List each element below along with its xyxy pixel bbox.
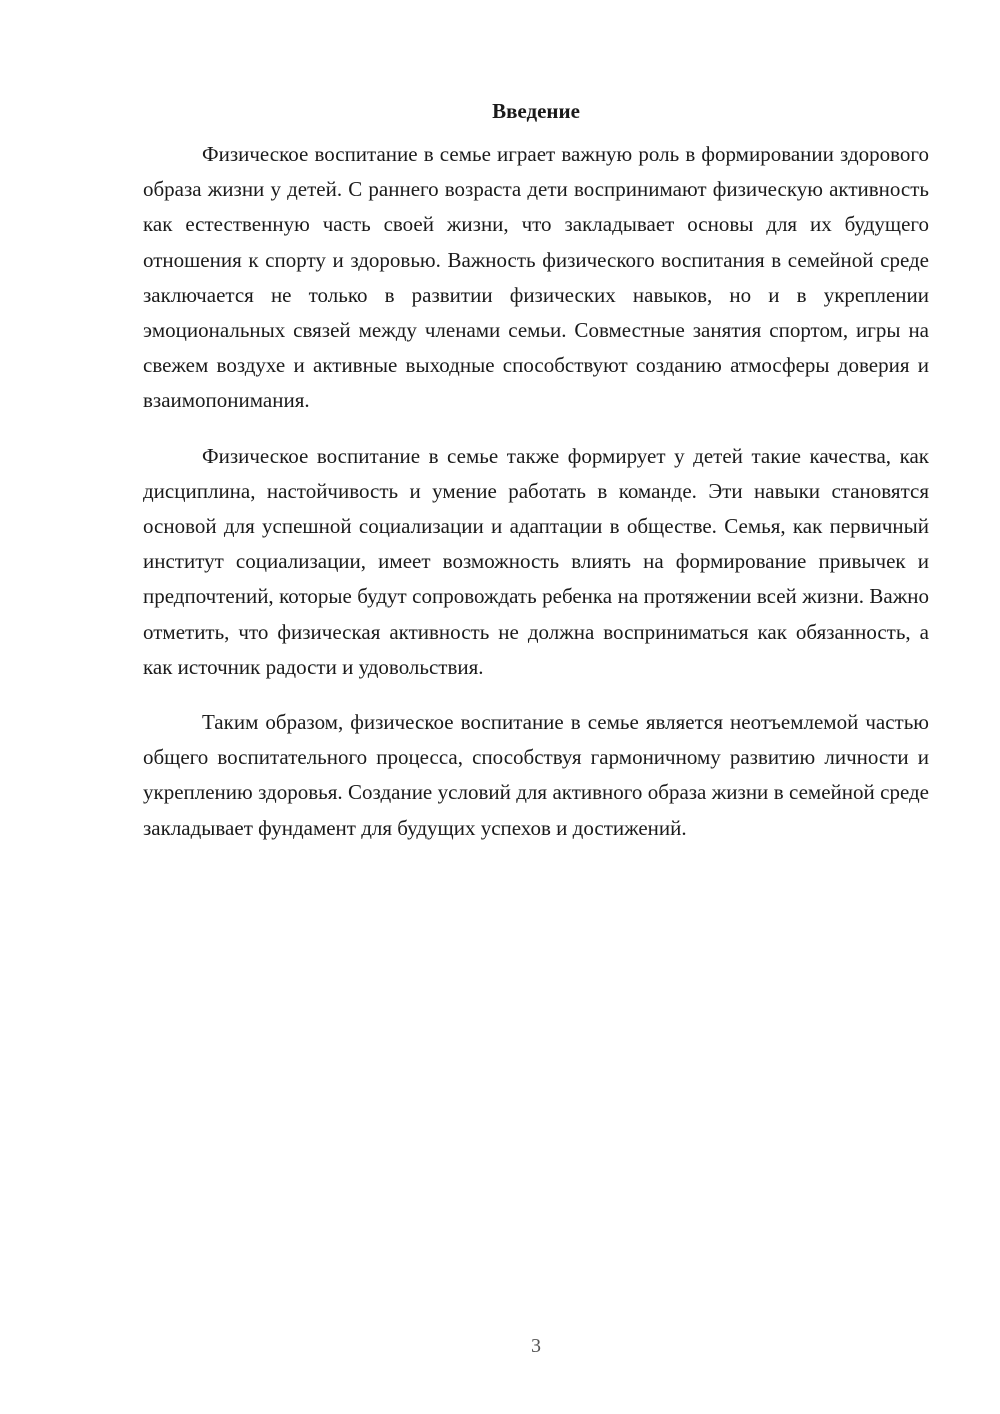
paragraph-2: Физическое воспитание в семье также формирует у детей такие качества, как дисциплина, настойчивость и умение работать в команде. Эти навыки становятся основой для успешной социализации и адаптации в обществе. Семья, как первичный институт социализации, имеет возможность влиять на формирование привычек и предпочтений, которые будут сопровождать ребенка на протяжении всей жизни. Важно отметить, что физическая активность не должна восприниматься как обязанность, а как источник радости и удовольствия. bbox=[143, 443, 929, 679]
paragraph-3: Таким образом, физическое воспитание в семье является неотъемлемой частью общего воспитательного процесса, способствуя гармоничному развитию личности и укреплению здоровья. Создание условий для активного образа жизни в семейной среде закладывает фундамент для будущих успехов и достижений. bbox=[143, 710, 929, 840]
section-title: Введение bbox=[492, 99, 580, 123]
paragraph-1: Физическое воспитание в семье играет важную роль в формировании здорового образа жизни у детей. С раннего возраста дети воспринимают физическую активность как естественную часть своей жизни, что закладывает основы для их будущего отношения к спорту и здоровью. Важность физического воспитания в семейной среде заключается не только в развитии физических навыков, но и в укреплении эмоциональных связей между членами семьи. Совместные занятия спортом, игры на свежем воздухе и активные выходные способствуют созданию атмосферы доверия и взаимопонимания. bbox=[143, 142, 929, 413]
page-number: 3 bbox=[531, 1335, 541, 1357]
page-content bbox=[143, 95, 929, 866]
